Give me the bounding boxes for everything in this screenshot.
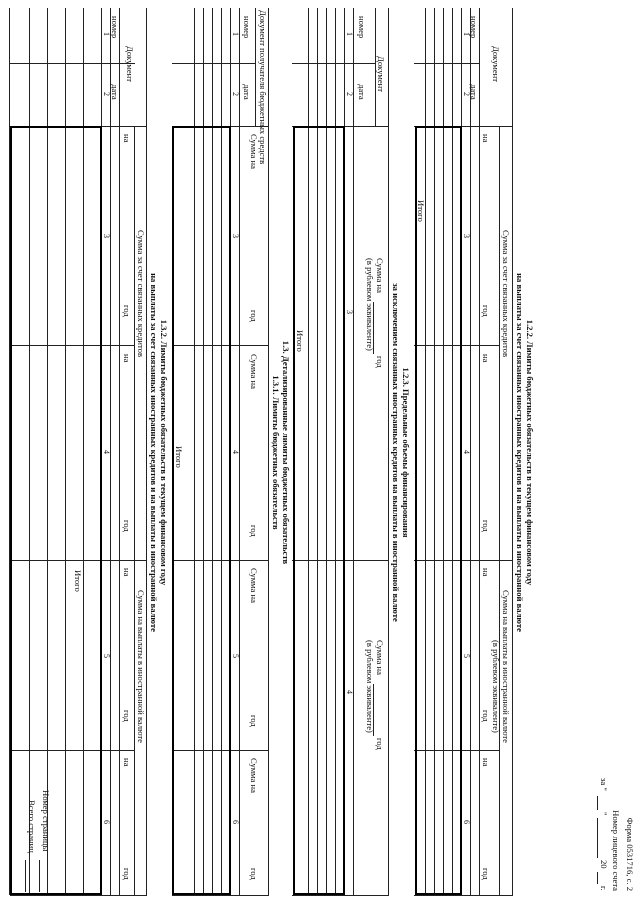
s123-col3-year: год [375,356,385,368]
s13-col3-year: год [249,310,259,322]
s123-total-label: Итого [295,330,305,352]
s122-rub-header: (в рублевом эквиваленте) [491,640,501,733]
s123-col4-rub: (в рублевом эквиваленте) [365,640,375,733]
form-ref: Форма 0531716, с. 2 [625,817,635,891]
s13-date-header: дата [242,84,252,100]
s132-date-header: дата [110,84,120,100]
s123-col4-sum: Сумма на [375,640,385,675]
page-number-field[interactable] [39,860,40,892]
s13-total-label: Итого [174,446,184,468]
s122-title-2: на выплаты за счет связанных иностранных кредитов и на выплаты в иностранной валюте [515,273,525,632]
s13-colnum-4: 4 [231,450,240,454]
year-suffix: г. [599,886,609,891]
s13-col4-year: год [249,525,259,537]
s132-col4-year: год [122,520,132,532]
total-pages-label: Всего страниц [27,800,37,853]
s122-col4-na: на [481,354,491,363]
s122-colnum-6: 6 [462,820,471,824]
s123-number-header: номер [357,16,367,39]
s132-col3-na: на [122,134,132,143]
page-number-label: Номер страницы [41,790,51,852]
s122-number-header: номер [469,16,479,39]
s132-title-2: на выплаты за счет связанных иностранных кредитов и на выплаты в иностранной валюте [149,273,159,632]
s13-colnum-6: 6 [231,820,240,824]
s122-col6-na: на [481,758,491,767]
s123-title-2: за исключением связанных иностранных кредитов на выплаты в иностранной валюте [391,283,401,622]
s122-colnum-4: 4 [462,450,471,454]
s132-col6-na: на [122,758,132,767]
s13-colnum-1: 1 [231,32,240,36]
s13-col4-sum: Сумма на [249,354,259,389]
s13-colnum-2: 2 [231,92,240,96]
s132-colnum-3: 3 [102,234,111,238]
s122-col5-year: год [481,710,491,722]
s13-number-header: номер [242,16,252,39]
year-field[interactable] [597,872,598,884]
s122-title-1: 1.2.2. Лимиты бюджетных обязательств в текущем финансовом году [525,319,535,586]
s123-doc-header: Документ [376,56,386,93]
s132-foreign-header: Сумма на выплаты в иностранной валюте [136,590,146,743]
s122-col4-year: год [481,520,491,532]
date-mid: " [599,812,609,816]
s132-col6-year: год [122,868,132,880]
s122-doc-header: Документ [491,46,501,83]
s132-col4-na: на [122,354,132,363]
s122-date-header: дата [469,84,479,100]
account-label: Номер лицевого счета [611,810,621,891]
s122-col5-na: на [481,568,491,577]
s122-colnum-2: 2 [462,92,471,96]
s132-colnum-6: 6 [102,820,111,824]
s123-colnum-2: 2 [345,92,354,96]
s13-title-1: 1.3. Детализированные лимиты бюджетных обязательств [281,340,291,565]
month-field[interactable] [597,818,598,858]
s13-col5-sum: Сумма на [249,568,259,603]
s123-date-header: дата [357,84,367,100]
s123-col3-rub: (в рублевом эквиваленте) [365,258,375,351]
s122-totals-box[interactable] [415,126,462,895]
s132-title-1: 1.3.2. Лимиты бюджетных обязательств в текущем финансовом году [159,319,169,586]
year-prefix: 20 [599,860,609,869]
s13-col6-sum: Сумма на [249,758,259,793]
total-pages-field[interactable] [25,860,26,892]
s13-col6-year: год [249,868,259,880]
s123-colnum-1: 1 [345,32,354,36]
s132-total-label: Итого [73,570,83,592]
s132-number-header: номер [110,16,120,39]
s123-colnum-4: 4 [345,690,354,694]
s132-doc-header: Документ [125,46,135,83]
s132-colnum-2: 2 [102,92,111,96]
s123-colnum-3: 3 [345,310,354,314]
s122-foreign-header: Сумма на выплаты в иностранной валюте [501,590,511,743]
date-prefix: за " [599,778,609,791]
s123-col4-year: год [375,738,385,750]
s122-colnum-1: 1 [462,32,471,36]
s122-colnum-3: 3 [462,234,471,238]
s132-colnum-1: 1 [102,32,111,36]
s122-col3-year: год [481,305,491,317]
s123-totals-box[interactable] [293,126,345,895]
s13-col3-sum: Сумма на [249,134,259,169]
s132-totals-box[interactable] [10,126,102,895]
s122-total-label: Итого [416,200,426,222]
s122-assoc-header: Сумма за счет связанных кредитов [501,230,511,358]
s122-col3-na: на [481,134,491,143]
s13-totals-box[interactable] [172,126,231,895]
s132-colnum-4: 4 [102,450,111,454]
s123-col3-sum: Сумма на [375,258,385,293]
s13-colnum-5: 5 [231,654,240,658]
s132-col5-na: на [122,568,132,577]
day-field[interactable] [597,796,598,810]
s132-assoc-header: Сумма за счет связанных кредитов [136,230,146,358]
s132-col5-year: год [122,710,132,722]
s122-colnum-5: 5 [462,654,471,658]
s13-title-2: 1.3.1. Лимиты бюджетных обязательств [271,375,281,530]
s123-title-1: 1.2.3. Предельные объемы финансирования [401,367,411,538]
s132-colnum-5: 5 [102,654,111,658]
s13-colnum-3: 3 [231,234,240,238]
s13-doc-recipient: Документ получателя бюджетных средств [258,10,268,165]
s122-col6-year: год [481,868,491,880]
s13-col5-year: год [249,715,259,727]
s132-col3-year: год [122,305,132,317]
